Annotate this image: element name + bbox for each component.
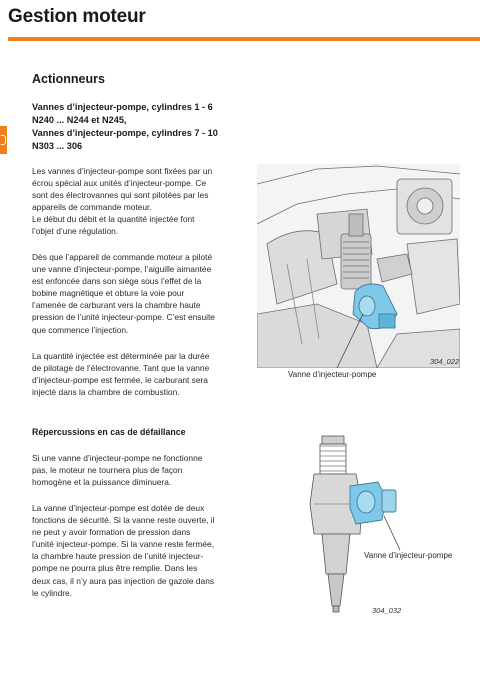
component-heading <box>32 101 252 153</box>
text-line: homogène et la puissance diminuera. <box>32 477 172 488</box>
text-line: fonctions de sécurité. Si la vanne reste ouverte, il <box>32 515 215 526</box>
text-line: l’unité injecteur-pompe. Si la vanne reste fermée, <box>32 539 215 550</box>
text-line: La quantité injectée est déterminée par la durée <box>32 351 210 361</box>
text-line: pompe ne pourra plus être remplie. Dans les <box>32 563 198 574</box>
figure-caption: Vanne d’injecteur-pompe <box>288 370 377 379</box>
highlighted-valve <box>350 482 396 524</box>
paragraph-operation <box>32 251 242 336</box>
injector-pump-illustration <box>300 434 410 614</box>
header-divider <box>8 37 480 41</box>
paragraph-quantity <box>32 350 242 398</box>
text-line: la chambre haute pression de l’unité injecteur- <box>32 551 204 562</box>
page-title: Gestion moteur <box>8 6 146 27</box>
text-line: est enfoncée dans son siège sous l’effet de la <box>32 276 202 287</box>
text-line: Le début du débit et la quantité injectée font <box>32 214 195 225</box>
text-line: appareils de commande moteur. <box>32 202 152 213</box>
text-line: Les vannes d’injecteur-pompe sont fixées par un <box>32 166 213 176</box>
text-line: d’injecteur-pompe est fermée, le carburant sera <box>32 375 208 386</box>
text-line: La vanne d’injecteur-pompe est dotée de deux <box>32 503 205 513</box>
heading-line: Vannes d’injecteur-pompe, cylindres 1 - 6 <box>32 102 213 112</box>
text-line: ne peut y avoir formation de pression dans <box>32 527 191 538</box>
text-line: le cylindre. <box>32 587 73 598</box>
paragraph-failure <box>32 452 242 488</box>
text-line: l’amenée de carburant vers la chambre haute <box>32 300 201 311</box>
paragraph-safety <box>32 502 242 599</box>
text-line: bobine magnétique et obture la voie pour <box>32 288 185 299</box>
text-line: sont des électrovannes qui sont pilotées par les <box>32 190 209 201</box>
text-line: Dès que l’appareil de commande moteur a piloté <box>32 252 213 262</box>
heading-line: N240 ... N244 et N245, <box>32 115 127 125</box>
figure-reference: 304_032 <box>372 606 402 615</box>
section-title: Actionneurs <box>32 72 105 86</box>
text-line: deux cas, il n’y aura pas injection de gazole dans <box>32 575 215 586</box>
text-line: que commence l’injection. <box>32 324 129 335</box>
subsection-title: Répercussions en cas de défaillance <box>32 427 186 437</box>
paragraph-intro <box>32 165 242 238</box>
text-line: de pilotage de l’électrovanne. Tant que la vanne <box>32 363 210 374</box>
figure-caption: Vanne d’injecteur-pompe <box>364 551 453 560</box>
engine-valve-illustration <box>257 164 460 368</box>
text-line: pression de l’unité injecteur-pompe. C’est ensuite <box>32 312 215 323</box>
text-line: l’objet d’une régulation. <box>32 226 119 237</box>
chapter-tab-marker <box>0 126 7 154</box>
heading-line: Vannes d’injecteur-pompe, cylindres 7 - 10 <box>32 128 218 138</box>
text-line: une vanne d’injecteur-pompe, l’aiguille aimantée <box>32 264 212 275</box>
text-line: injecté dans la chambre de combustion. <box>32 387 180 398</box>
text-line: Si une vanne d’injecteur-pompe ne fonctionne <box>32 453 203 463</box>
heading-line: N303 ... 306 <box>32 141 83 151</box>
text-line: pas, le moteur ne tournera plus de façon <box>32 465 183 476</box>
text-line: écrou spécial aux unités d’injecteur-pompe. Ce <box>32 178 207 189</box>
figure-reference: 304_022 <box>430 357 460 366</box>
